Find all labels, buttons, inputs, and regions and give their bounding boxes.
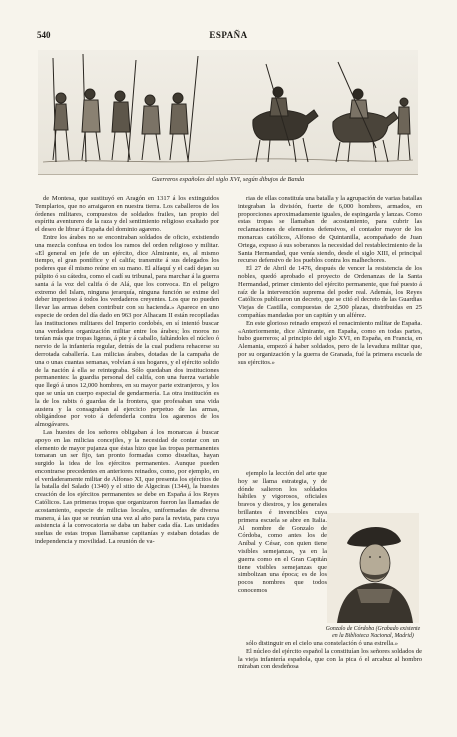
right-column-bottom (238, 640, 422, 671)
paragraph: Las huestes de los señores obligaban á los monarcas á buscar apoyo en las milicias concejiles, y la necesidad de contar con un elemento de mayor pujanza que éstas hizo que las tropas permanentes tomaran un ser fijo, tan pronto formadas como disueltas, hayan surgido la idea de los ejércitos permanentes. Aunque pueden encontrarse precedentes en anteriores reinados, como, por ejemplo, en el verdaderamente militar de Alfonso XI, que presenta los ejércitos de la batalla del Salado (1340) y el sitio de Algeciras (1344), la huestes creación de los ejércitos permanentes se debe en España á los Reyes Católicos. Las primeras tropas que organizaron fueron las llamadas de acostamiento, especie de milicias locales, uniformadas de diversa manera, á las que se reunían una vez al año para la revista, para cuya asistencia á la convocatoria se daba un haber cada día. Las unidades sueltas de estas tropas llamábanse capitanías y estaban dotadas de independencia y movilidad. La reunión de va- (35, 428, 219, 546)
portrait-engraving (327, 513, 419, 623)
horsemen-group-right (253, 62, 410, 162)
gonzalo-de-cordoba-portrait (327, 513, 419, 623)
illustration-caption: Guerreros españoles del siglo XVI, según dibujos de Banda (151, 176, 305, 183)
running-head (37, 30, 420, 42)
paragraph: El núcleo del ejército español la constituían los señores soldados de la vieja infantería española, que con la pica ó el arcabuz al hombro miraban con desdeñosa (238, 647, 422, 671)
warriors-illustration (38, 50, 418, 175)
warriors-drawing (38, 50, 418, 174)
right-column-top (238, 195, 422, 367)
paragraph: sólo distinguir en el cielo una constelación ó una estrella.» (246, 640, 398, 647)
paragraph: rias de ellas constituía una batalla y la agrupación de varias batallas integraban la división, fuerte de 6,000 hombres, armados, en proporciones aproximadamente iguales, de espingarda y lanzas. Como estas tropas se llamaban de acostamiento, para cubrir las reclamaciones de elementos defensivos, el contador mayor de los monarcas católicos, Alfonso de Quintanilla, acompañado de Juan Ortega, expuso á sus soberanos la necesidad del restablecimiento de la Santa Hermandad, que venía siendo, desde el siglo XIII, el principal recurso defensivo de los pueblos contra los malhechores. (238, 195, 422, 265)
right-column-narrow (238, 470, 327, 595)
paragraph: de Montesa, que sustituyó en Aragón en 1317 á los extinguidos Templarios, que no arraigaron en nuestra tierra. Los caballeros de los órdenes militares, compuestos de soldados frailes, tan propio del espíritu aventurero de la raza y del sentimiento religioso exaltado por el deseo de librar á España del dominio agareno. (35, 195, 219, 234)
paragraph: ejemplo la lección del arte que hoy se llama estrategia, y de dónde salieron los soldados hábiles y vigorosos, oficiales bravos y diestros, y los generales brillantes é invencibles cuya primera escuela se abre en Italia. Al nombre de Gonzalo de Córdoba, como antes los de Aníbal y César, con quien tiene visibles semejanzas, ya en la guerra como en el Gran Capitán tiene visibles semejanzas que simbolizan una época; es de los pocos nombres que todos conocemos (238, 470, 327, 594)
running-title: ESPAÑA (209, 30, 248, 40)
portrait-caption: Gonzalo de Córdoba (Grabado existente en la Biblioteca Nacional, Madrid) (325, 626, 421, 639)
left-column (35, 195, 219, 546)
soldier-group-left (53, 54, 198, 162)
paragraph: En este glorioso reinado empezó el renacimiento militar de España. «Anteriormente, dice Almirante, en España, como en todas partes, hubo guerreros; al principio del siglo XVI, en España, en Francia, en Alemania, empezó á haber soldados, pero de la levadura militar que, por su organización y la guerra de Granada, fué la primera escuela de sus ejércitos.» (238, 319, 422, 366)
paragraph: El 27 de Abril de 1476, después de vencer la resistencia de los nobles, quedó aprobado el proyecto de Ordenanzas de la Santa Hermandad, primer cimiento del ejército permanente, que fué puesto á raíz de la intervención suprema del poder real. Además, los Reyes Católicos publicaron un decreto, que se citó el decreto de las Guardias Viejas de Castilla, compuestas de 2,500 plazas, distribuidas en 25 compañías mandadas por un capitán y un alférez. (238, 265, 422, 319)
page-number: 540 (37, 30, 51, 40)
paragraph: Entre los árabes no se encontraban soldados de oficio, existiendo una mezcla confusa en todos los ramos del orden religioso y militar. «El general en jefe de un ejército, dice Almirante, es, al mismo tiempo, el gran pontífice y el califa; transmite á sus delegados los poderes que él mismo reúne en su mano. El alfaquí y el cadí dejan su púlpito ó su cátedra, como el cadí su tribunal, para marchar á la guerra santa á la voz del califa ó de Alá, que los convoca. En el peligro extremo del Islam, ninguna jerarquía, ninguna función se exime del deber imperioso á todos los verdaderos creyentes. Los que no pueden llevar las armas deben contribuir con su hacienda.» Aparece en uno especie de orden del día dado en 963 por Alhacam II están recopiladas las instituciones militares del Imperio cordobés, en sí intentó buscar una verdadera organización militar entre los árabes; los moros no tenían más que tropas ligeras, á pie y á caballo, faltándoles el núcleo ó nervio de la infantería regular, detrás de la cual pudiera rehacerse su derrotada caballería. Las milicias árabes, dotadas de la campaña de una o unas cuantas semanas, volvían á sus hogares, y el ejército solido de la nación á ella se reintegraba. Sólo quedaban dos instituciones permanentes: la guardia personal del califa, con una fuerza variable que llegó á unos 12,000 hombres, en su mayor parte extranjeros, y los que se unía un cuerpo especial de gendarmería. La otra institución es la de los rabits ó guardas de la frontera, que profesaban una vida austera y la consagraban al ejercicio perpetuo de las armas, obligándose por voto á defenderla contra los agarenos de los almogávares. (35, 233, 219, 429)
